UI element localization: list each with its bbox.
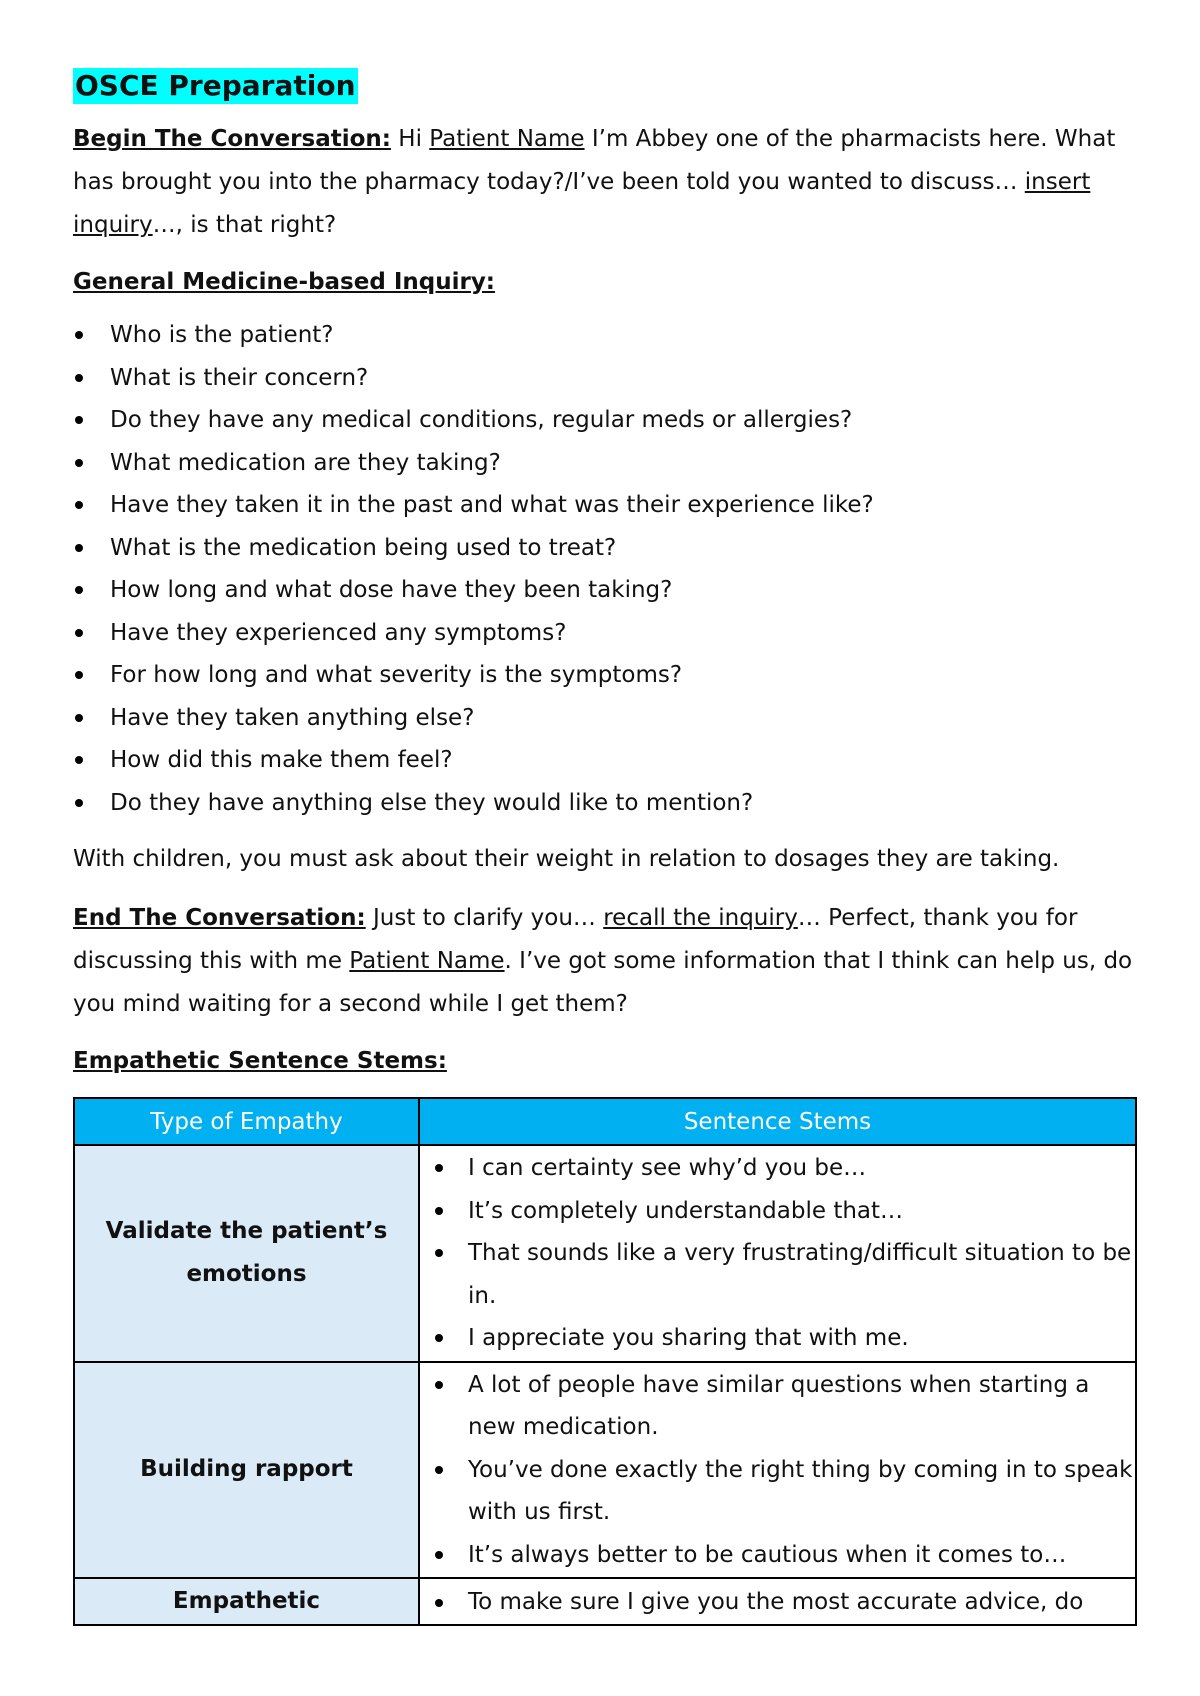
begin-text-2: I’m Abbey one of the pharmacists here. What has brought you into the pharmacy today?/I’ve been told you wanted to discuss… [73, 126, 1116, 195]
list-item: I can certainty see why’d you be… [421, 1147, 1134, 1190]
patient-name-placeholder: Patient Name [349, 948, 505, 974]
list-item: It’s always better to be cautious when it comes to… [421, 1534, 1134, 1577]
table-row [74, 1145, 1136, 1362]
begin-conversation-label: Begin The Conversation: [73, 126, 391, 152]
empathetic-heading: Empathetic Sentence Stems: [73, 1048, 447, 1074]
empathetic-heading-line [73, 1040, 1135, 1083]
list-item: To make sure I give you the most accurate advice, do [421, 1590, 1134, 1614]
list-item: Have they experienced any symptoms? [73, 612, 1135, 655]
end-text-3: . I’ve got some information that I think can help us, do you mind waiting for a second while I get them? [73, 948, 1133, 1017]
end-conversation-label: End The Conversation: [73, 905, 366, 931]
document-title: OSCE Preparation [75, 69, 356, 102]
patient-name-placeholder: Patient Name [429, 126, 585, 152]
list-item: You’ve done exactly the right thing by coming in to speak with us first. [421, 1449, 1134, 1534]
end-conversation-paragraph [73, 897, 1135, 1026]
list-item: I appreciate you sharing that with me. [421, 1317, 1134, 1360]
begin-text-3: …, is that right? [152, 212, 337, 238]
list-item: Who is the patient? [73, 314, 1135, 357]
empathy-table [73, 1097, 1137, 1626]
empathy-type-cell: Validate the patient’s emotions [74, 1145, 419, 1362]
list-item: Have they taken anything else? [73, 697, 1135, 740]
list-item: That sounds like a very frustrating/difficult situation to be in. [421, 1232, 1134, 1317]
end-text-2: … Perfect, thank you for discussing this with me [73, 905, 1078, 974]
stems-list [421, 1147, 1134, 1360]
stems-list [421, 1590, 1134, 1614]
column-header-type: Type of Empathy [74, 1098, 419, 1145]
empathy-type-cell: Empathetic [74, 1578, 419, 1625]
empathy-type-cell: Building rapport [74, 1362, 419, 1579]
begin-conversation-paragraph [73, 118, 1135, 247]
list-item: For how long and what severity is the symptoms? [73, 654, 1135, 697]
list-item: A lot of people have similar questions when starting a new medication. [421, 1364, 1134, 1449]
list-item: Do they have anything else they would like to mention? [73, 782, 1135, 825]
list-item: Do they have any medical conditions, regular meds or allergies? [73, 399, 1135, 442]
column-header-stems: Sentence Stems [419, 1098, 1136, 1145]
sentence-stems-cell [419, 1145, 1136, 1362]
end-text-1: Just to clarify you… [365, 905, 604, 931]
stems-list [421, 1364, 1134, 1577]
recall-inquiry-placeholder: recall the inquiry [603, 905, 798, 931]
list-item: How long and what dose have they been taking? [73, 569, 1135, 612]
list-item: What is their concern? [73, 357, 1135, 400]
general-inquiry-list [73, 314, 1135, 824]
begin-text-1: Hi [390, 126, 430, 152]
children-note: With children, you must ask about their weight in relation to dosages they are taking. [73, 846, 1060, 872]
list-item: It’s completely understandable that… [421, 1190, 1134, 1233]
table-header-row [74, 1098, 1136, 1145]
sentence-stems-cell [419, 1578, 1136, 1625]
sentence-stems-cell [419, 1362, 1136, 1579]
document-page [73, 68, 1135, 1626]
general-inquiry-heading: General Medicine-based Inquiry: [73, 269, 496, 295]
list-item: What is the medication being used to treat? [73, 527, 1135, 570]
table-row [74, 1362, 1136, 1579]
list-item: How did this make them feel? [73, 739, 1135, 782]
list-item: What medication are they taking? [73, 442, 1135, 485]
general-inquiry-heading-line [73, 261, 1135, 304]
table-row [74, 1578, 1136, 1625]
list-item: Have they taken it in the past and what was their experience like? [73, 484, 1135, 527]
insert-inquiry-placeholder: insert inquiry [73, 169, 1091, 238]
